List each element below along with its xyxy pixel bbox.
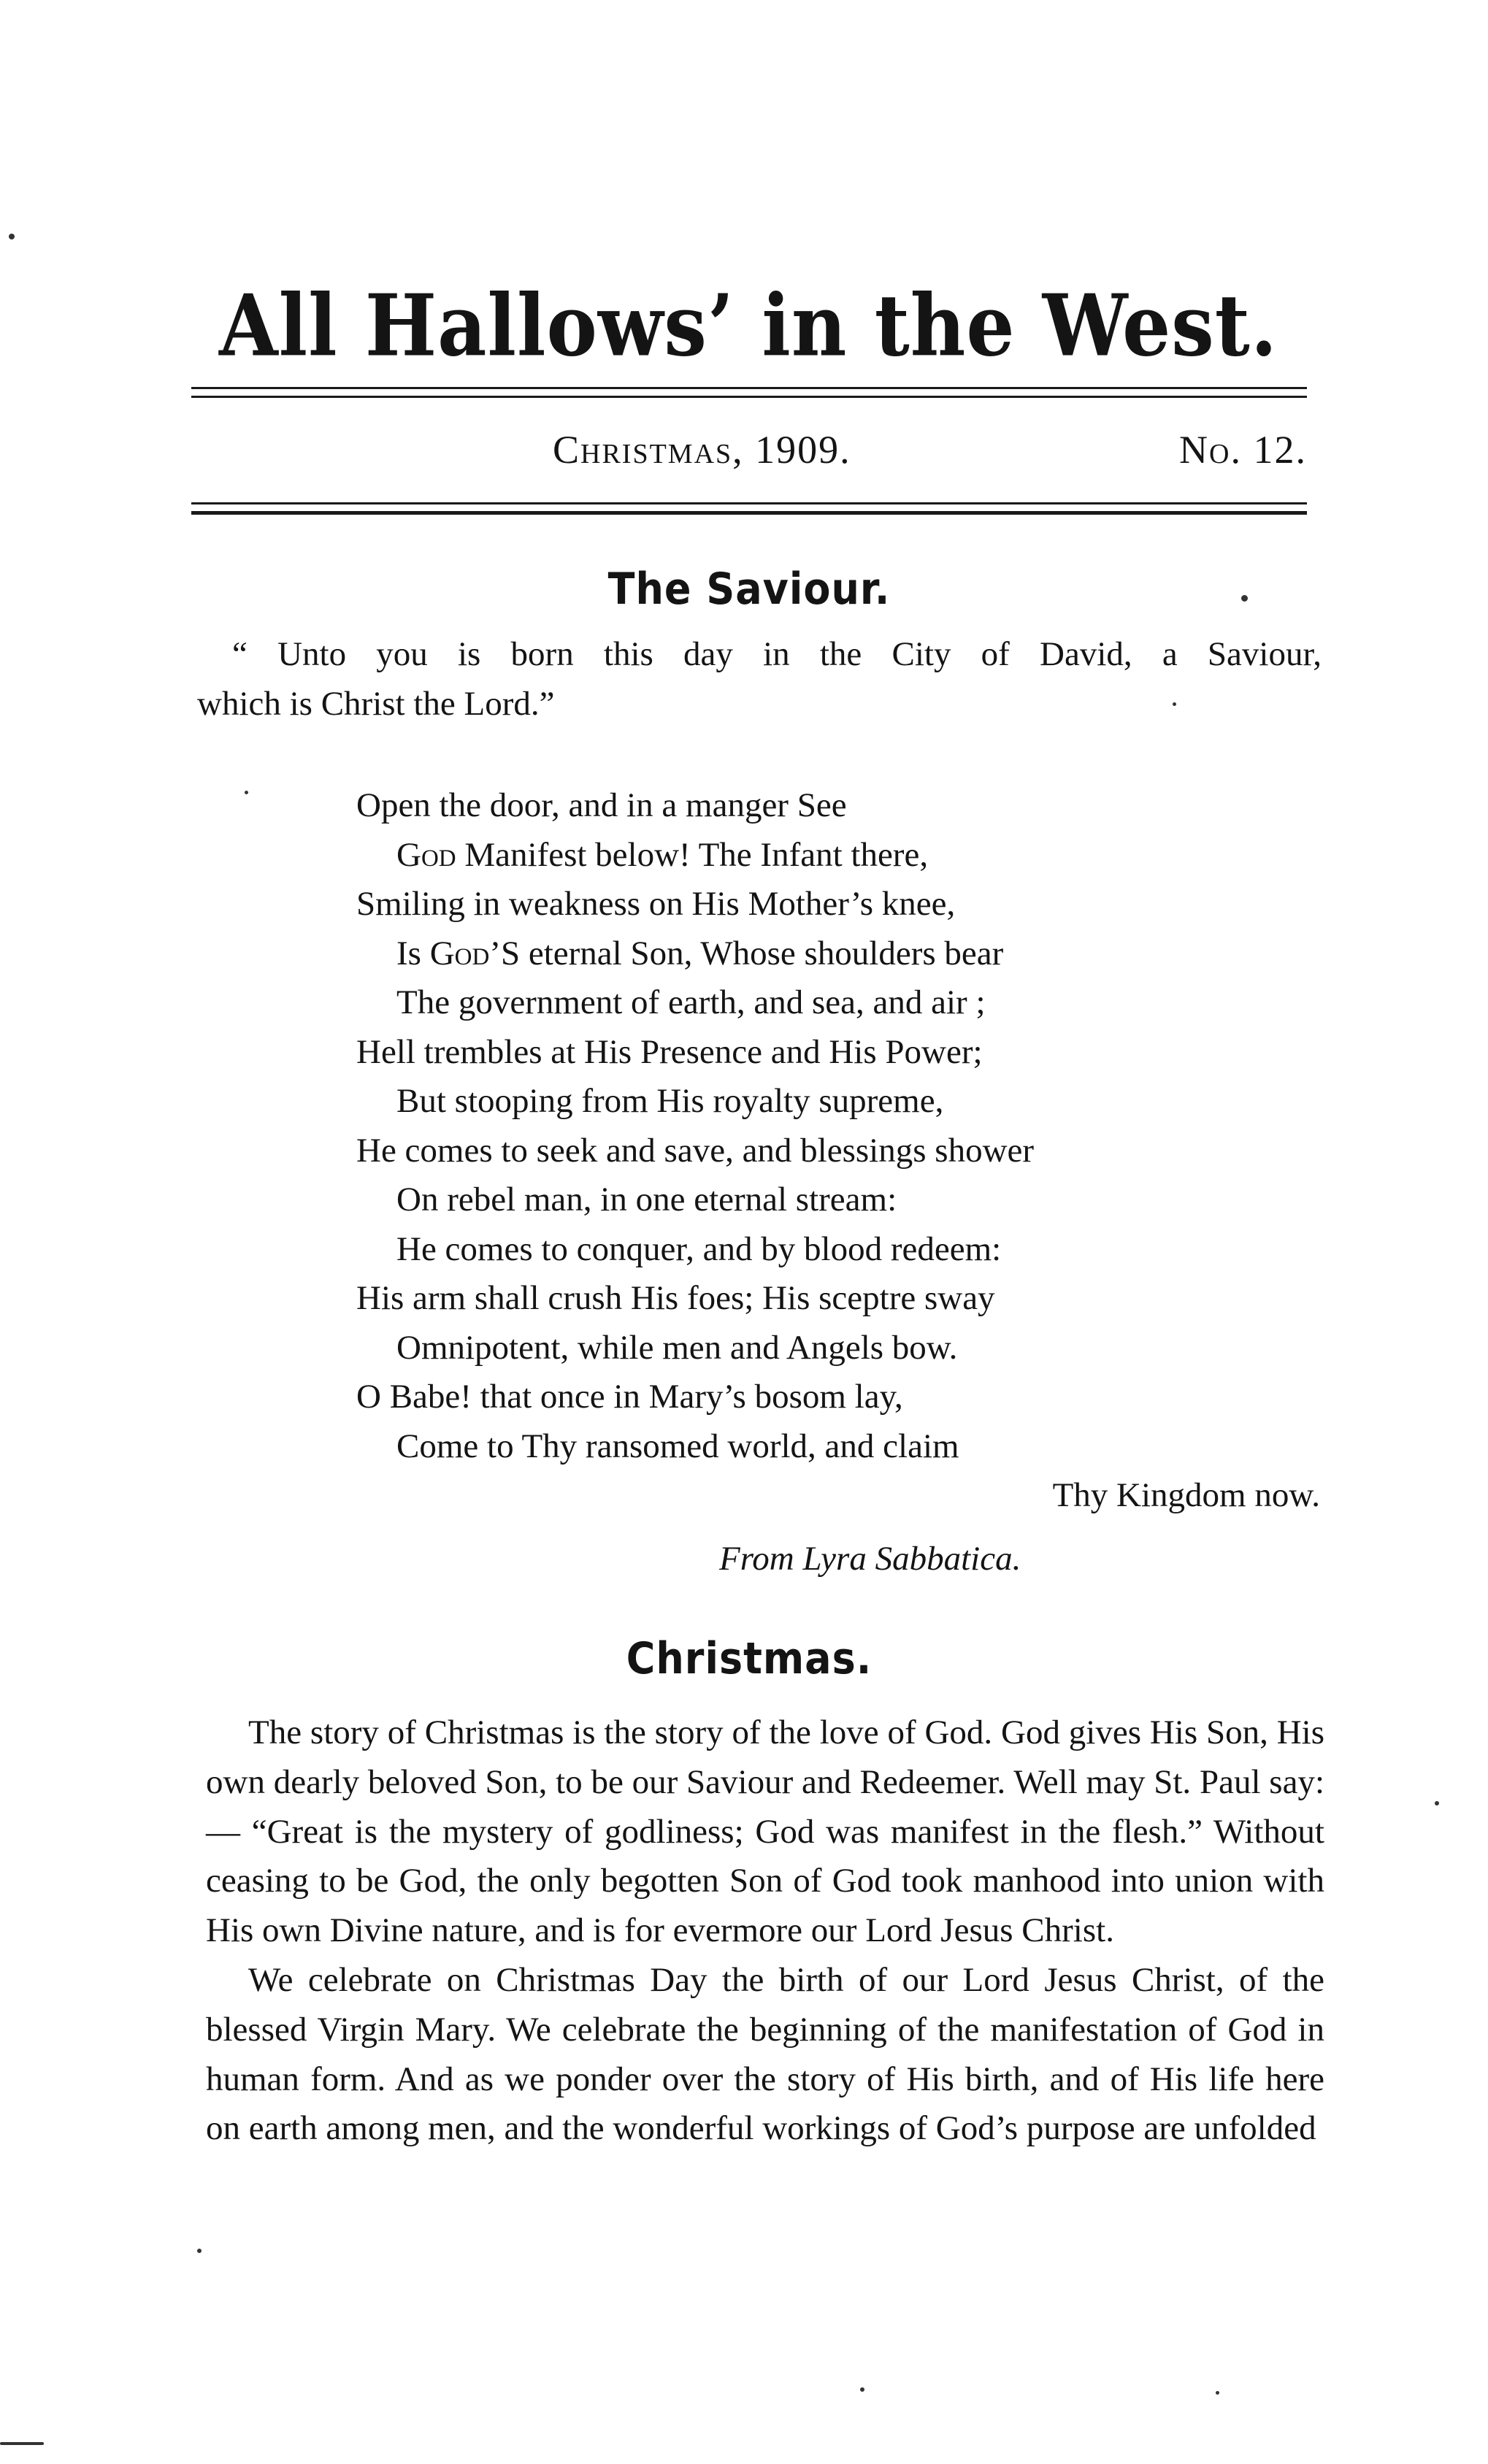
poem-line: Open the door, and in a manger See — [356, 786, 847, 824]
masthead-title: All Hallows’ in the West. — [218, 275, 1278, 376]
small-caps-god: God — [396, 835, 456, 874]
issue-rule-top — [191, 502, 1307, 504]
poem-line: His arm shall crush His foes; His sceptre sway — [356, 1279, 995, 1317]
issue-line — [191, 427, 1307, 471]
scripture-quote-line-2: which is Christ the Lord.” — [197, 685, 555, 723]
poem-line: On rebel man, in one eternal stream: — [396, 1181, 897, 1218]
poem-line: He comes to conquer, and by blood redeem: — [396, 1229, 1002, 1268]
poem-line: Omnipotent, while men and Angels bow. — [396, 1328, 958, 1367]
poem-attribution: From Lyra Sabbatica. — [719, 1540, 1021, 1578]
masthead-rule-top — [191, 387, 1307, 389]
scripture-quote-line-1: “ Unto you is born this day in the City of David, a Saviour, — [232, 635, 1322, 673]
scripture-quote — [197, 629, 1322, 729]
article-paragraph: The story of Christmas is the story of the love of God. God gives His Son, His own dearly beloved Son, to be our Saviour and Redeemer. Well may St. Paul say:— “Great is the mystery of godliness; God was manifest in the flesh.” Without ceasing to be God, the only begotten Son of God took manhood into union with His own Divine nature, and is for evermore our Lord Jesus Christ. — [206, 1713, 1324, 1950]
poem-line: Come to Thy ransomed world, and claim — [396, 1427, 959, 1465]
poem-line: The government of earth, and sea, and air ; — [396, 983, 986, 1021]
poem-line: Smiling in weakness on His Mother’s knee, — [356, 885, 956, 923]
masthead-rule-bottom — [191, 396, 1307, 398]
poem-line: O Babe! that once in Mary’s bosom lay, — [356, 1378, 903, 1416]
poem — [356, 781, 1335, 1521]
issue-number: No. 12. — [1179, 428, 1307, 472]
poem-line: Hell trembles at His Presence and His Power; — [356, 1032, 983, 1071]
poem-line: But stooping from His royalty supreme, — [396, 1082, 944, 1120]
issue-date: Christmas, 1909. — [553, 428, 851, 472]
article-paragraph: We celebrate on Christmas Day the birth of our Lord Jesus Christ, of the blessed Virgin Mary. We celebrate the beginning of the manifestation of God in human form. And as we ponder over the story of His birth, and of His life here on earth among men, and the wonderful workings of God’s purpose are unfolded — [206, 1960, 1324, 2148]
poem-line: God Manifest below! The Infant there, — [396, 835, 929, 874]
poem-line: He comes to seek and save, and blessings shower — [356, 1131, 1035, 1170]
section-heading-christmas: Christmas. — [626, 1632, 873, 1684]
poem-line: Thy Kingdom now. — [1052, 1476, 1320, 1514]
christmas-article — [206, 1708, 1324, 2154]
issue-rule-bottom — [191, 511, 1307, 515]
small-caps-god: God — [429, 934, 490, 972]
section-heading-saviour: The Saviour. — [607, 563, 891, 615]
poem-line: Is God’S eternal Son, Whose shoulders bear — [396, 934, 1004, 972]
